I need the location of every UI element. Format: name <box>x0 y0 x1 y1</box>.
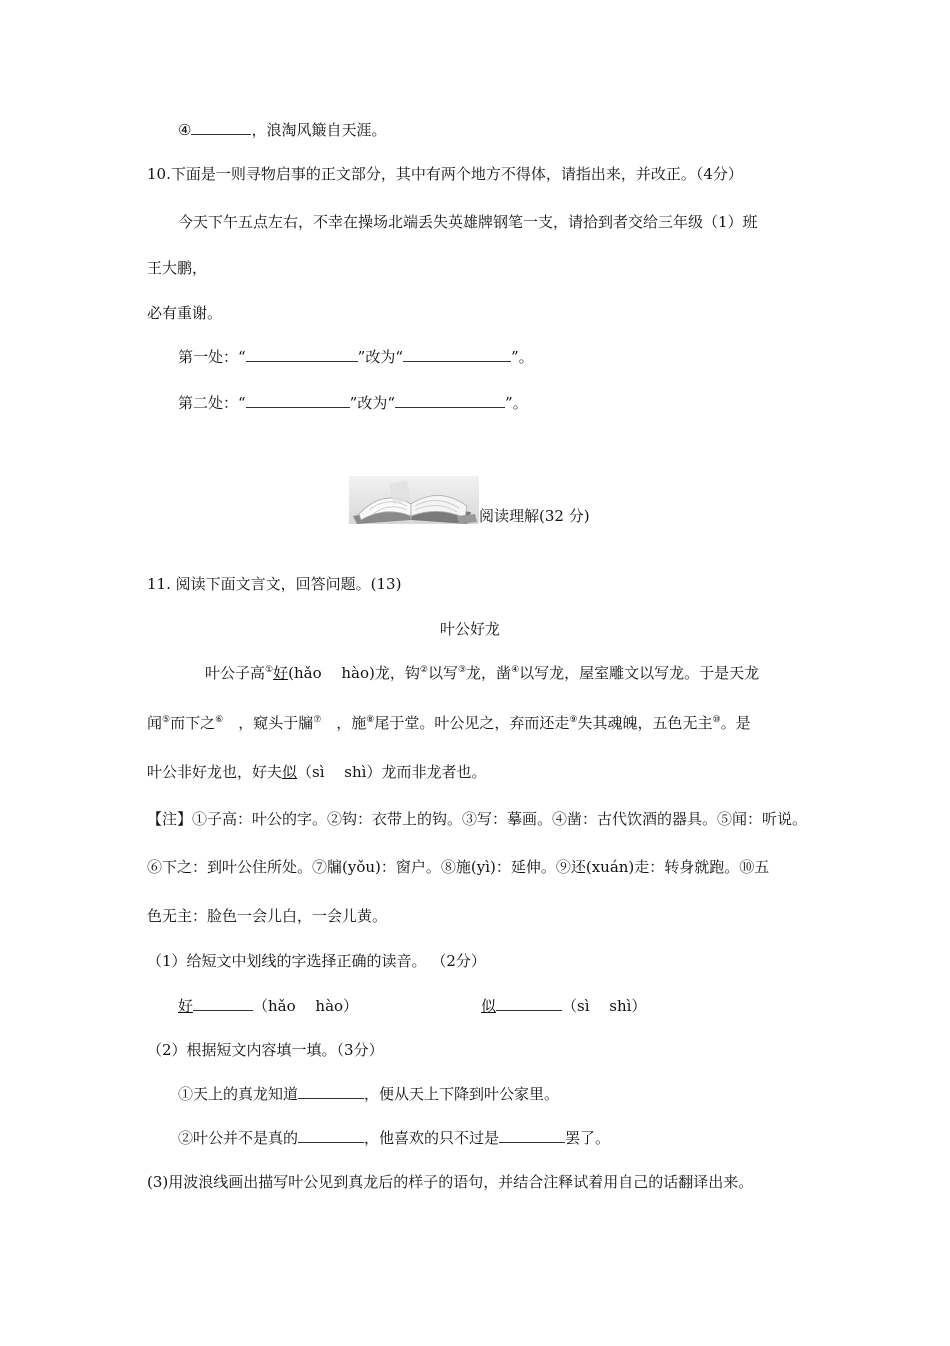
footnote-mark: ④ <box>511 665 520 675</box>
passage-line-2 <box>147 713 751 733</box>
note-line-3: 色无主：脸色一会儿白，一会儿黄。 <box>147 907 388 925</box>
text: （sì shì）龙而非龙者也。 <box>297 763 487 781</box>
poem-line-text: ，浪淘风簸自天涯。 <box>251 121 387 139</box>
note-line-1: 【注】①子高：叶公的字。②钩：衣带上的钩。③写：摹画。④凿：古代饮酒的器具。⑤闻：听说。 <box>147 810 808 828</box>
text: 。是 <box>720 714 751 732</box>
circle-number: ④ <box>178 121 192 139</box>
sub2-title: （2）根据短文内容填一填。（3分） <box>147 1041 384 1059</box>
q9-line-4 <box>178 120 386 140</box>
passage-line-1 <box>205 663 759 683</box>
text: ，窥头于牖 <box>223 714 314 732</box>
text: 叶公非好龙也，好夫 <box>147 763 283 781</box>
footnote-mark: ⑧ <box>366 715 375 725</box>
second-wrong-blank[interactable] <box>246 393 350 408</box>
change-to: ”改为“ <box>357 348 404 366</box>
char-hao: 好 <box>178 997 194 1015</box>
footnote-mark: ② <box>419 665 428 675</box>
hao-answer-blank[interactable] <box>193 996 253 1011</box>
text: 以写 <box>427 664 458 682</box>
text: ①天上的真龙知道 <box>178 1085 299 1103</box>
sub2-b-blank-1[interactable] <box>298 1128 364 1143</box>
notice-line-2: 王大鹏， <box>147 259 208 277</box>
answer-blank[interactable] <box>191 120 251 135</box>
text: 龙，凿 <box>466 664 512 682</box>
open-book-icon <box>349 476 479 524</box>
text: 罢了。 <box>565 1129 611 1147</box>
q11-title: 11. 阅读下面文言文，回答问题。(13) <box>147 575 402 593</box>
text: 尾于堂。叶公见之，弃而还走 <box>374 714 570 732</box>
si-answer-blank[interactable] <box>496 996 562 1011</box>
footnote-mark: ⑦ <box>313 715 322 725</box>
second-label: 第二处：“ <box>178 394 246 412</box>
underlined-char-si: 似 <box>282 763 298 781</box>
text: 龙，钩 <box>374 664 420 682</box>
pinyin: (hǎo hào) <box>288 664 375 682</box>
change-to: ”改为“ <box>349 394 396 412</box>
text: 叶公子高 <box>205 664 266 682</box>
sub2-a-blank[interactable] <box>298 1084 364 1099</box>
first-label: 第一处：“ <box>178 348 246 366</box>
char-si: 似 <box>481 997 497 1015</box>
sub1-title: （1）给短文中划线的字选择正确的读音。 （2分） <box>147 952 486 970</box>
sub1-hao <box>178 996 358 1016</box>
underlined-char-hao: 好 <box>273 664 289 682</box>
footnote-mark: ③ <box>457 665 467 675</box>
footnote-mark: ⑩ <box>712 715 721 725</box>
q10-title: 10.下面是一则寻物启事的正文部分，其中有两个地方不得体，请指出来，并改正。（4分） <box>147 165 743 183</box>
text: ，施 <box>321 714 367 732</box>
second-correct-blank[interactable] <box>395 393 505 408</box>
sub2-a <box>178 1084 559 1104</box>
si-options: （sì shì） <box>562 997 647 1015</box>
first-wrong-blank[interactable] <box>246 347 358 362</box>
text: 闻 <box>147 714 163 732</box>
text: 失其魂魄，五色无主 <box>577 714 713 732</box>
footnote-mark: ⑥ <box>215 715 224 725</box>
text: ，便从天上下降到叶公家里。 <box>364 1085 560 1103</box>
q10-second <box>178 393 528 413</box>
text: 而下之 <box>170 714 216 732</box>
footnote-mark: ① <box>265 665 274 675</box>
sub1-si <box>481 996 646 1016</box>
sub2-b-blank-2[interactable] <box>499 1128 565 1143</box>
text: ，他喜欢的只不过是 <box>364 1129 500 1147</box>
passage-title: 叶公好龙 <box>440 620 501 638</box>
q10-first <box>178 347 534 367</box>
sub2-b <box>178 1128 610 1148</box>
note-line-2: ⑥下之：到叶公住所处。⑦牖(yǒu)：窗户。⑧施(yì)：延伸。⑨还(xuán)走：转身就跑。⑩五 <box>147 858 770 876</box>
text: 以写龙，屋室雕文以写龙。于是天龙 <box>519 664 760 682</box>
section-title: 阅读理解(32 分) <box>479 507 590 525</box>
end-quote: ”。 <box>505 394 528 412</box>
footnote-mark: ⑨ <box>569 715 578 725</box>
end-quote: ”。 <box>511 348 534 366</box>
notice-line-3: 必有重谢。 <box>147 304 223 322</box>
text: ②叶公并不是真的 <box>178 1129 299 1147</box>
footnote-mark: ⑤ <box>162 715 171 725</box>
sub3-title: (3)用波浪线画出描写叶公见到真龙后的样子的语句，并结合注释试着用自己的话翻译出来。 <box>147 1173 754 1191</box>
first-correct-blank[interactable] <box>403 347 511 362</box>
passage-line-3 <box>147 762 486 782</box>
hao-options: （hǎo hào） <box>253 997 359 1015</box>
notice-line-1: 今天下午五点左右，不幸在操场北端丢失英雄牌钢笔一支，请拾到者交给三年级（1）班 <box>178 213 758 231</box>
